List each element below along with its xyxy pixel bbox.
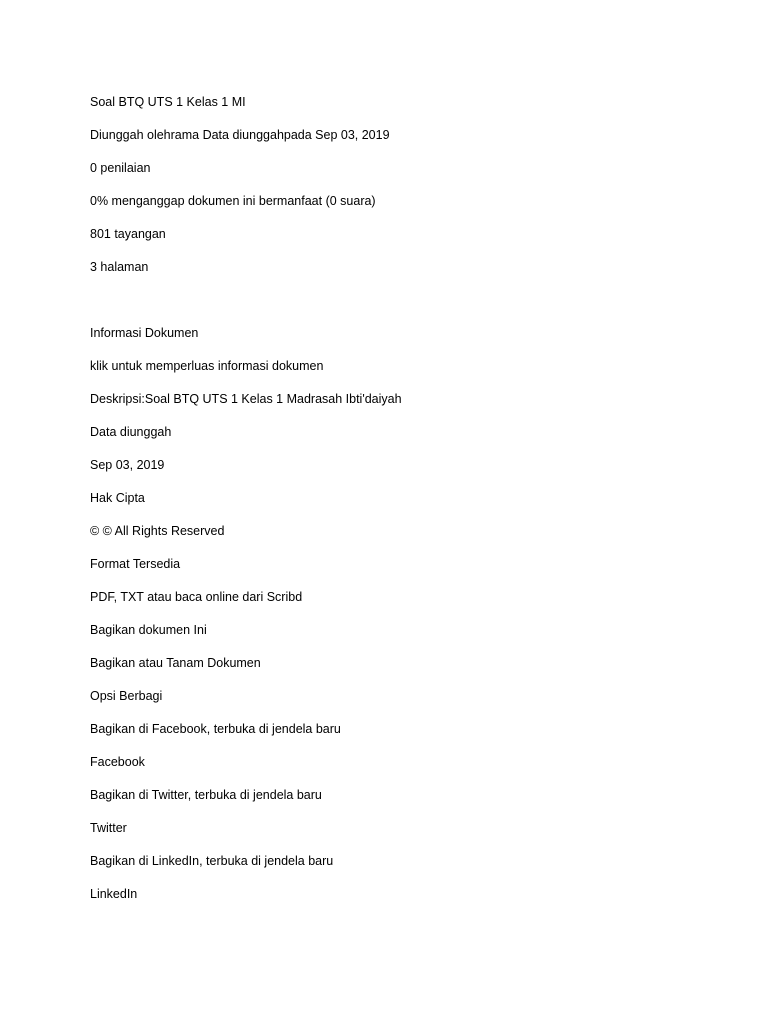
share-twitter-link[interactable]: Twitter — [90, 821, 127, 835]
rating-count: 0 penilaian — [90, 161, 151, 175]
share-embed-link[interactable]: Bagikan atau Tanam Dokumen — [90, 656, 261, 670]
format-label: Format Tersedia — [90, 557, 181, 571]
page-count: 3 halaman — [90, 260, 149, 274]
spacer — [90, 292, 730, 325]
expand-info-link[interactable]: klik untuk memperluas informasi dokumen — [90, 359, 324, 373]
upload-info: Diunggah olehrama Data diunggahpada Sep 03, 2019 — [90, 128, 390, 142]
uploaded-date: Sep 03, 2019 — [90, 458, 165, 472]
share-linkedin-link[interactable]: LinkedIn — [90, 887, 138, 901]
helpful-percentage: 0% menganggap dokumen ini bermanfaat (0 suara) — [90, 194, 376, 208]
document-title: Soal BTQ UTS 1 Kelas 1 MI — [90, 95, 246, 109]
share-facebook-link[interactable]: Facebook — [90, 755, 145, 769]
document-description: Deskripsi:Soal BTQ UTS 1 Kelas 1 Madrasah Ibti'daiyah — [90, 392, 402, 406]
info-heading: Informasi Dokumen — [90, 326, 199, 340]
share-options-heading: Opsi Berbagi — [90, 689, 163, 703]
document-page — [90, 94, 730, 919]
copyright-label: Hak Cipta — [90, 491, 145, 505]
copyright-value: © © All Rights Reserved — [90, 524, 225, 538]
share-twitter-description: Bagikan di Twitter, terbuka di jendela baru — [90, 788, 322, 802]
share-document-link[interactable]: Bagikan dokumen Ini — [90, 623, 207, 637]
view-count: 801 tayangan — [90, 227, 166, 241]
uploaded-label: Data diunggah — [90, 425, 172, 439]
share-linkedin-description: Bagikan di LinkedIn, terbuka di jendela baru — [90, 854, 334, 868]
share-facebook-description: Bagikan di Facebook, terbuka di jendela baru — [90, 722, 341, 736]
format-value: PDF, TXT atau baca online dari Scribd — [90, 590, 303, 604]
